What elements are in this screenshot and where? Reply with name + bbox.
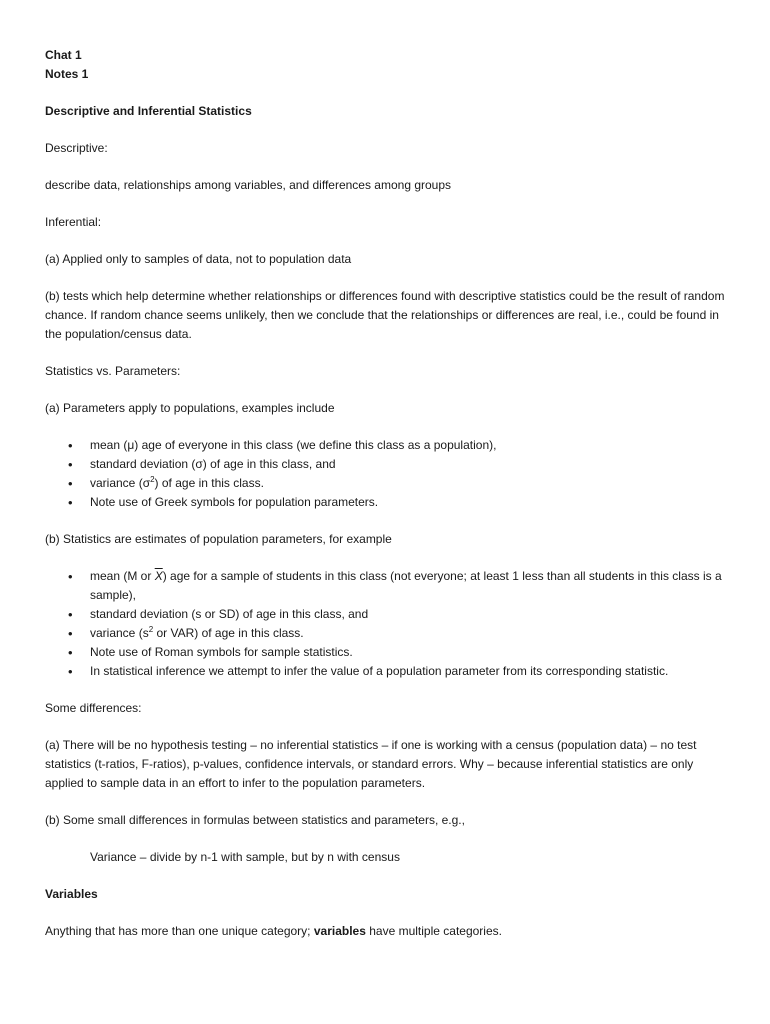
- list-item: • Note use of Greek symbols for population parameters.: [45, 493, 725, 512]
- stats-intro: (b) Statistics are estimates of population parameters, for example: [45, 532, 392, 546]
- difference-a: (a) There will be no hypothesis testing – no inferential statistics – if one is working with a census (population data) – no test statistics (t-ratios, F-ratios), p-values, confidence intervals, or standard errors. Why – because inferential statistics are only applied to sample data in an effort to infer to the population parameters.: [45, 738, 697, 790]
- x-bar-symbol: $\overline{X}$: [154, 569, 163, 583]
- difference-b: (b) Some small differences in formulas between statistics and parameters, e.g.,: [45, 813, 465, 827]
- descriptive-text: describe data, relationships among variables, and differences among groups: [45, 178, 452, 192]
- list-item: • mean (M or $\overline{X}$) age for a sample of students in this class (not everyone; at least 1 less than all students in this class is a sample),: [45, 567, 725, 605]
- parameters-list: [45, 436, 725, 512]
- variance-note: Variance – divide by n-1 with sample, but by n with census: [90, 850, 400, 864]
- header-chat: Chat 1: [45, 48, 82, 62]
- header-notes: Notes 1: [45, 67, 89, 81]
- list-item: • In statistical inference we attempt to infer the value of a population parameter from its corresponding statistic.: [45, 662, 725, 681]
- variables-heading: Variables: [45, 887, 98, 901]
- list-item: • Note use of Roman symbols for sample statistics.: [45, 643, 725, 662]
- inferential-label: Inferential:: [45, 215, 102, 229]
- variables-text: Anything that has more than one unique category; variables have multiple categories.: [45, 924, 502, 938]
- inferential-b: (b) tests which help determine whether relationships or differences found with descriptive statistics could be the result of random chance. If random chance seems unlikely, then we conclude that the relationships or differences are real, i.e., could be found in the population/census data.: [45, 289, 725, 341]
- document-page: [45, 46, 725, 941]
- stats-vs-params-label: Statistics vs. Parameters:: [45, 364, 181, 378]
- list-item: • variance ($s^2$ or VAR) of age in this class.: [45, 624, 725, 643]
- list-item: • variance $(\sigma^2)$ of age in this class.: [45, 474, 725, 493]
- section-heading-descriptive-inferential: Descriptive and Inferential Statistics: [45, 104, 252, 118]
- inferential-a: (a) Applied only to samples of data, not to population data: [45, 252, 352, 266]
- descriptive-label: Descriptive:: [45, 141, 108, 155]
- list-item: • standard deviation (σ) of age in this class, and: [45, 455, 725, 474]
- statistics-list: [45, 567, 725, 681]
- list-item: • mean (μ) age of everyone in this class (we define this class as a population),: [45, 436, 725, 455]
- params-intro: (a) Parameters apply to populations, examples include: [45, 401, 335, 415]
- list-item: • standard deviation (s or SD) of age in this class, and: [45, 605, 725, 624]
- some-differences-label: Some differences:: [45, 701, 142, 715]
